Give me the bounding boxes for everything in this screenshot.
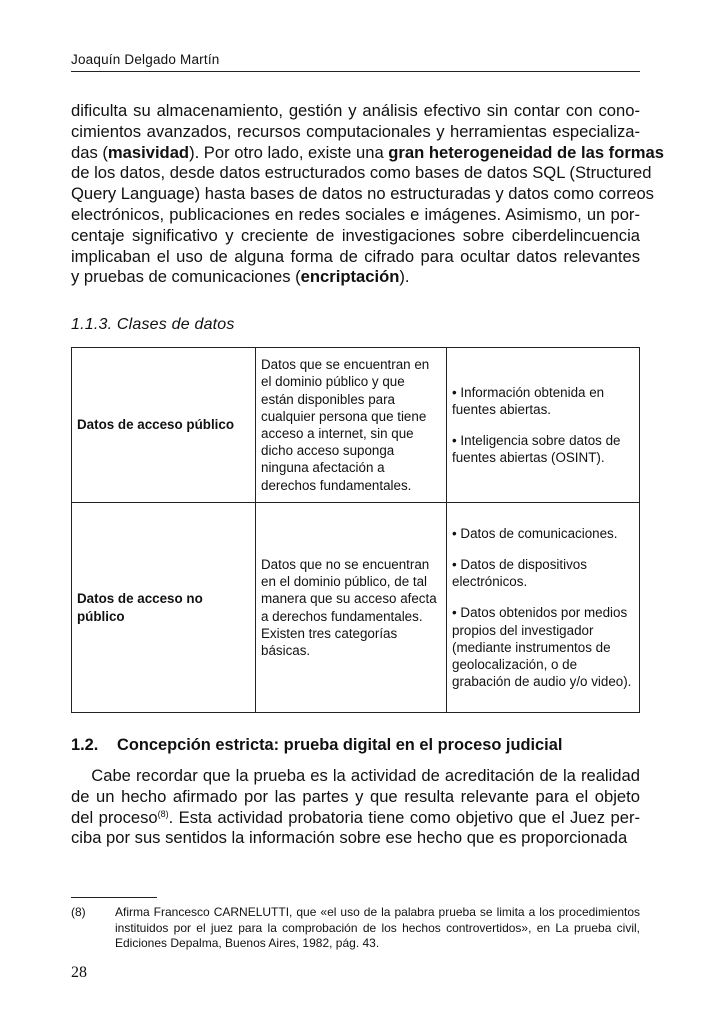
- example-item: • Inteligencia sobre datos de fuentes abiertas (OSINT).: [452, 433, 621, 466]
- page-number: 28: [71, 964, 87, 981]
- running-header: Joaquín Delgado Martín: [71, 52, 220, 67]
- text-line: Query Language) hasta bases de datos no estructuradas y datos como correos: [71, 184, 654, 204]
- text-line: y pruebas de comunicaciones (encriptación).: [71, 267, 410, 287]
- section-title: Concepción estricta: prueba digital en el proceso judicial: [117, 736, 563, 754]
- text-line: dificulta su almacenamiento, gestión y análisis efectivo sin contar con cono-: [71, 101, 640, 120]
- text-line: ciba por sus sentidos la información sobre ese hecho que es proporcionada: [71, 828, 628, 848]
- examples-cell: [447, 348, 640, 503]
- example-item: • Datos obtenidos por medios propios del investigador (mediante instrumentos de geolocalización, o de grabación de audio y/o video).: [452, 605, 632, 690]
- footnote-rule: [71, 897, 157, 898]
- text-line: de un hecho afirmado por las partes y que resulta relevante para el objeto: [71, 786, 640, 806]
- bold-term: gran heterogeneidad de las formas: [388, 142, 665, 162]
- description-cell: Datos que no se encuentran en el dominio público, de tal manera que su acceso afecta a derechos fundamentales. Existen tres categorías básicas.: [256, 503, 447, 713]
- section-number: 1.2.: [71, 736, 99, 754]
- example-item: • Datos de dispositivos electrónicos.: [452, 556, 587, 590]
- bold-term: masividad: [107, 142, 190, 162]
- section-heading: [71, 736, 562, 755]
- example-item: • Datos de comunicaciones.: [452, 525, 618, 541]
- table-row: [72, 503, 640, 713]
- text-line: electrónicos, publicaciones en redes sociales e imágenes. Asimismo, un por-: [71, 204, 640, 224]
- data-classes-table: [71, 347, 640, 713]
- footnote: [71, 905, 640, 952]
- text-line: das (masividad). Por otro lado, existe una gran heterogeneidad de las formas: [71, 142, 665, 162]
- footnote-marker: (8): [71, 905, 86, 919]
- body-paragraph: [71, 766, 640, 849]
- text-line: Cabe recordar que la prueba es la actividad de acreditación de la realidad: [71, 766, 640, 785]
- bold-term: encriptación: [300, 267, 400, 287]
- category-cell: Datos de acceso público: [72, 348, 256, 503]
- intro-paragraph: [71, 101, 665, 288]
- example-item: • Información obtenida en fuentes abiertas.: [452, 384, 605, 417]
- footnote-text: Afirma Francesco CARNELUTTI, que «el uso de la palabra prueba se limita a los procedimientos instituidos por el juez para la comprobación de los hechos controvertidos», en La prueba civil, Ediciones Depalma, Buenos Aires, 1982, pág. 43.: [115, 905, 640, 951]
- text-line: de los datos, desde datos estructurados como bases de datos SQL (Structured: [71, 163, 652, 183]
- description-cell: Datos que se encuentran en el dominio público y que están disponibles para cualquier persona que tiene acceso a internet, sin que dicho acceso suponga ninguna afectación a derechos fundamentales.: [256, 348, 447, 503]
- text-line: del proceso$^{(8)}$. Esta actividad probatoria tiene como objetivo que el Juez per-: [71, 807, 640, 827]
- text-line: cimientos avanzados, recursos computacionales y herramientas especializa-: [71, 121, 640, 141]
- footnote-reference: (8): [157, 808, 169, 819]
- category-cell: Datos de acceso no público: [72, 503, 256, 713]
- text-line: centaje significativo y creciente de investigaciones sobre ciberdelincuencia: [71, 225, 640, 245]
- table-row: [72, 348, 640, 503]
- text-line: implicaban el uso de alguna forma de cifrado para ocultar datos relevantes: [71, 246, 640, 266]
- subsection-title: 1.1.3. Clases de datos: [71, 316, 235, 333]
- header-rule: [71, 71, 640, 72]
- examples-cell: [447, 503, 640, 713]
